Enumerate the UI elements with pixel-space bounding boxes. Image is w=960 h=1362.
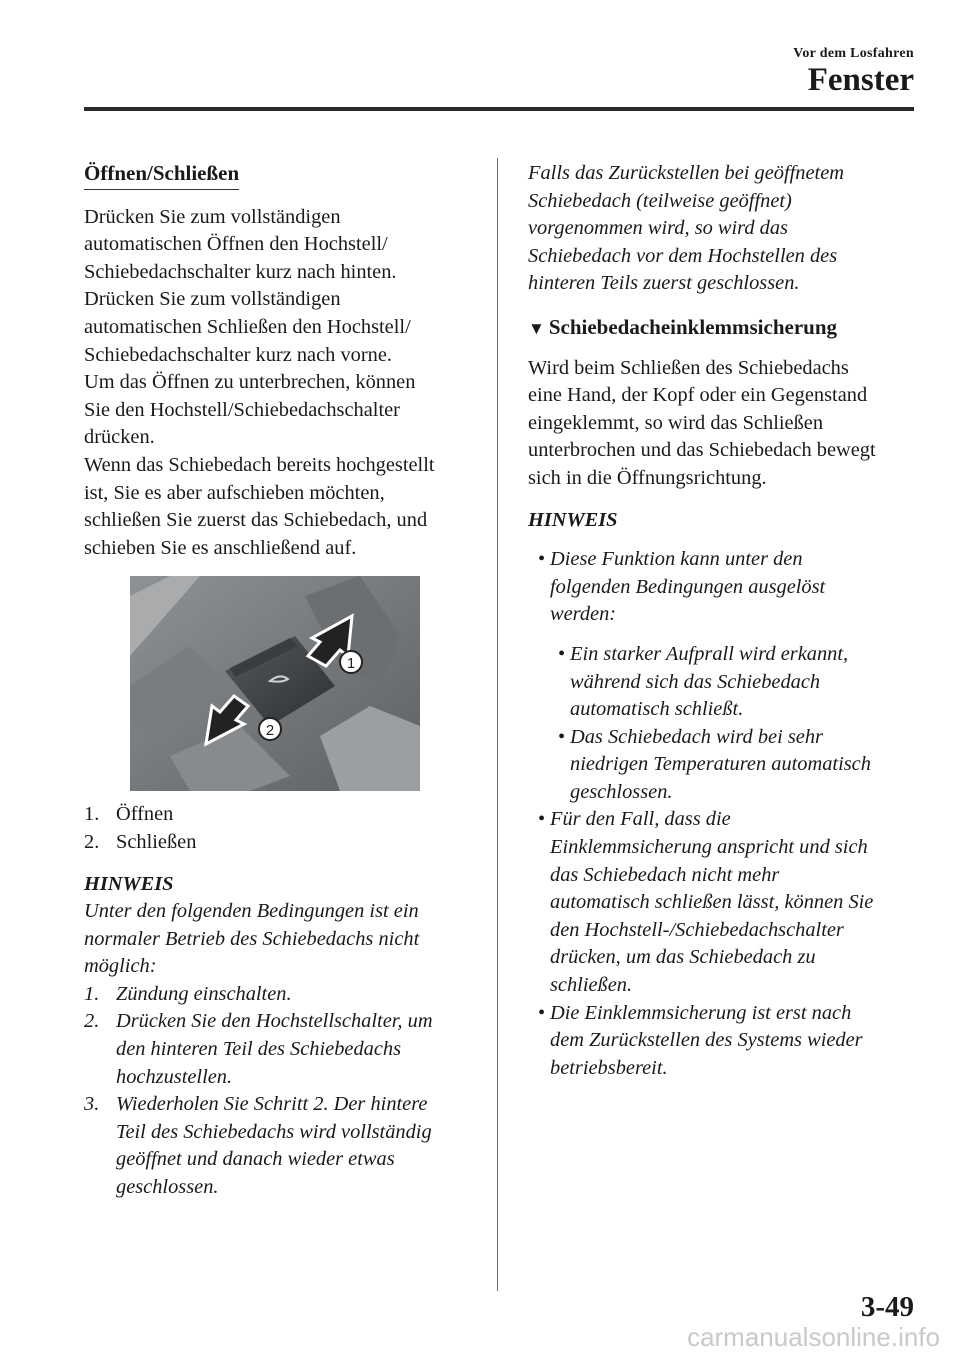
text-line: Drücken Sie den Hochstellschalter, um: [116, 1010, 433, 1033]
text-line: hinteren Teils zuerst geschlossen.: [528, 272, 800, 295]
text-line: Schiebedach (teilweise geöffnet): [528, 189, 792, 212]
text-line: Drücken Sie zum vollständigen: [84, 288, 341, 311]
step-number: 3.: [84, 1093, 100, 1116]
reset-note: [528, 160, 923, 298]
text-line: ist, Sie es aber aufschieben möchten,: [84, 481, 385, 504]
text-line: geöffnet und danach wieder etwas: [116, 1148, 395, 1171]
text-line: Wiederholen Sie Schritt 2. Der hintere: [116, 1093, 428, 1116]
text-line: Um das Öffnen zu unterbrechen, können: [84, 371, 416, 394]
text-line: vorgenommen wird, so wird das: [528, 217, 788, 240]
text-line: während sich das Schiebedach: [570, 670, 821, 693]
text-line: Das Schiebedach wird bei sehr: [570, 725, 823, 748]
right-column: [528, 160, 923, 1082]
text-line: Ein starker Aufprall wird erkannt,: [570, 642, 849, 665]
text-line: Drücken Sie zum vollständigen: [84, 205, 341, 228]
text-line: drücken, um das Schiebedach zu: [550, 946, 816, 969]
bullet-dot-icon: •: [558, 725, 566, 748]
text-line: Für den Fall, dass die: [550, 808, 731, 831]
figure-legend: [84, 801, 484, 856]
text-line: schließen Sie zuerst das Schiebedach, und: [84, 509, 428, 532]
step-item: [84, 1091, 484, 1201]
text-line: unterbrochen und das Schiebedach bewegt: [528, 439, 876, 462]
anti-pinch-heading: [528, 314, 923, 343]
text-line: Sie den Hochstell/Schiebedachschalter: [84, 398, 400, 421]
column-divider: [497, 158, 498, 1291]
legend-number: 1.: [84, 803, 100, 826]
legend-item: [84, 829, 484, 857]
header-rule: [84, 107, 914, 111]
legend-item: [84, 801, 484, 829]
text-line: folgenden Bedingungen ausgelöst: [550, 575, 826, 598]
text-line: hochzustellen.: [116, 1065, 233, 1088]
text-line: Schiebedachschalter kurz nach hinten.: [84, 260, 397, 283]
callout-2-label: 2: [265, 722, 275, 740]
note-heading: HINWEIS: [528, 508, 618, 531]
text-line: eine Hand, der Kopf oder ein Gegenstand: [528, 384, 868, 407]
text-line: schließen.: [550, 974, 633, 997]
bullet-item: [538, 1000, 923, 1083]
legend-number: 2.: [84, 830, 100, 853]
legend-text: Schließen: [116, 830, 197, 853]
text-line: automatisch schließt.: [570, 698, 744, 721]
anti-pinch-paragraph: [528, 355, 923, 493]
text-line: drücken.: [84, 426, 155, 449]
watermark: carmanualsonline.info: [687, 1322, 940, 1352]
bullet-dot-icon: •: [558, 642, 566, 665]
text-line: Einklemmsicherung anspricht und sich: [550, 836, 868, 859]
open-close-heading: Öffnen/Schließen: [84, 160, 239, 190]
text-line: automatisch schließen lässt, können Sie: [550, 891, 874, 914]
text-line: Teil des Schiebedachs wird vollständig: [116, 1120, 432, 1143]
text-line: automatischen Öffnen den Hochstell/: [84, 233, 388, 256]
text-line: geschlossen.: [570, 780, 673, 803]
bullet-item: [538, 806, 923, 999]
instructions-paragraph: [84, 204, 484, 563]
bullet-dot-icon: •: [538, 808, 546, 831]
text-line: Wenn das Schiebedach bereits hochgestellt: [84, 453, 435, 476]
text-line: Diese Funktion kann unter den: [550, 548, 803, 571]
text-line: schieben Sie es anschließend auf.: [84, 536, 357, 559]
bullet-dot-icon: •: [538, 548, 546, 571]
text-line: Unter den folgenden Bedingungen ist ein: [84, 900, 419, 923]
text-line: Schiebedach vor dem Hochstellen des: [528, 244, 838, 267]
text-line: möglich:: [84, 955, 157, 978]
text-line: Zündung einschalten.: [116, 982, 292, 1005]
text-line: betriebsbereit.: [550, 1056, 668, 1079]
anti-pinch-heading-text: Schiebedacheinklemmsicherung: [548, 314, 838, 339]
text-line: Schiebedachschalter kurz nach vorne.: [84, 343, 392, 366]
text-line: sich in die Öffnungsrichtung.: [528, 466, 767, 489]
legend-text: Öffnen: [116, 803, 174, 826]
bullet-item: [538, 546, 923, 806]
step-number: 1.: [84, 982, 100, 1005]
text-line: normaler Betrieb des Schiebedachs nicht: [84, 927, 420, 950]
text-line: Wird beim Schließen des Schiebedachs: [528, 356, 849, 379]
text-line: eingeklemmt, so wird das Schließen: [528, 411, 824, 434]
section-title: Fenster: [807, 62, 914, 98]
text-line: Falls das Zurückstellen bei geöffnetem: [528, 162, 844, 184]
sub-bullet-item: [558, 641, 871, 724]
sunroof-switch-figure: [130, 576, 420, 791]
text-line: den Hochstell-/Schiebedachschalter: [550, 918, 844, 941]
text-line: das Schiebedach nicht mehr: [550, 863, 780, 886]
text-line: automatischen Schließen den Hochstell/: [84, 315, 411, 338]
note-body: [84, 898, 484, 1202]
chapter-label: Vor dem Losfahren: [793, 46, 914, 61]
page-number: 3-49: [860, 1291, 914, 1323]
note-heading: HINWEIS: [84, 872, 174, 895]
text-line: niedrigen Temperaturen automatisch: [570, 753, 871, 776]
text-line: Die Einklemmsicherung ist erst nach: [550, 1001, 852, 1024]
step-item: [84, 1008, 484, 1091]
step-number: 2.: [84, 1010, 100, 1033]
triangle-down-icon: ▼: [528, 318, 545, 338]
text-line: dem Zurückstellen des Systems wieder: [550, 1029, 863, 1052]
text-line: geschlossen.: [116, 1176, 219, 1199]
sub-bullet-item: [558, 724, 871, 807]
note-bullets: [528, 546, 923, 1082]
step-item: [84, 981, 484, 1009]
text-line: den hinteren Teil des Schiebedachs: [116, 1038, 402, 1061]
callout-1-label: 1: [346, 655, 356, 673]
bullet-dot-icon: •: [538, 1001, 546, 1024]
left-column: [84, 160, 484, 1202]
text-line: werden:: [550, 603, 617, 626]
